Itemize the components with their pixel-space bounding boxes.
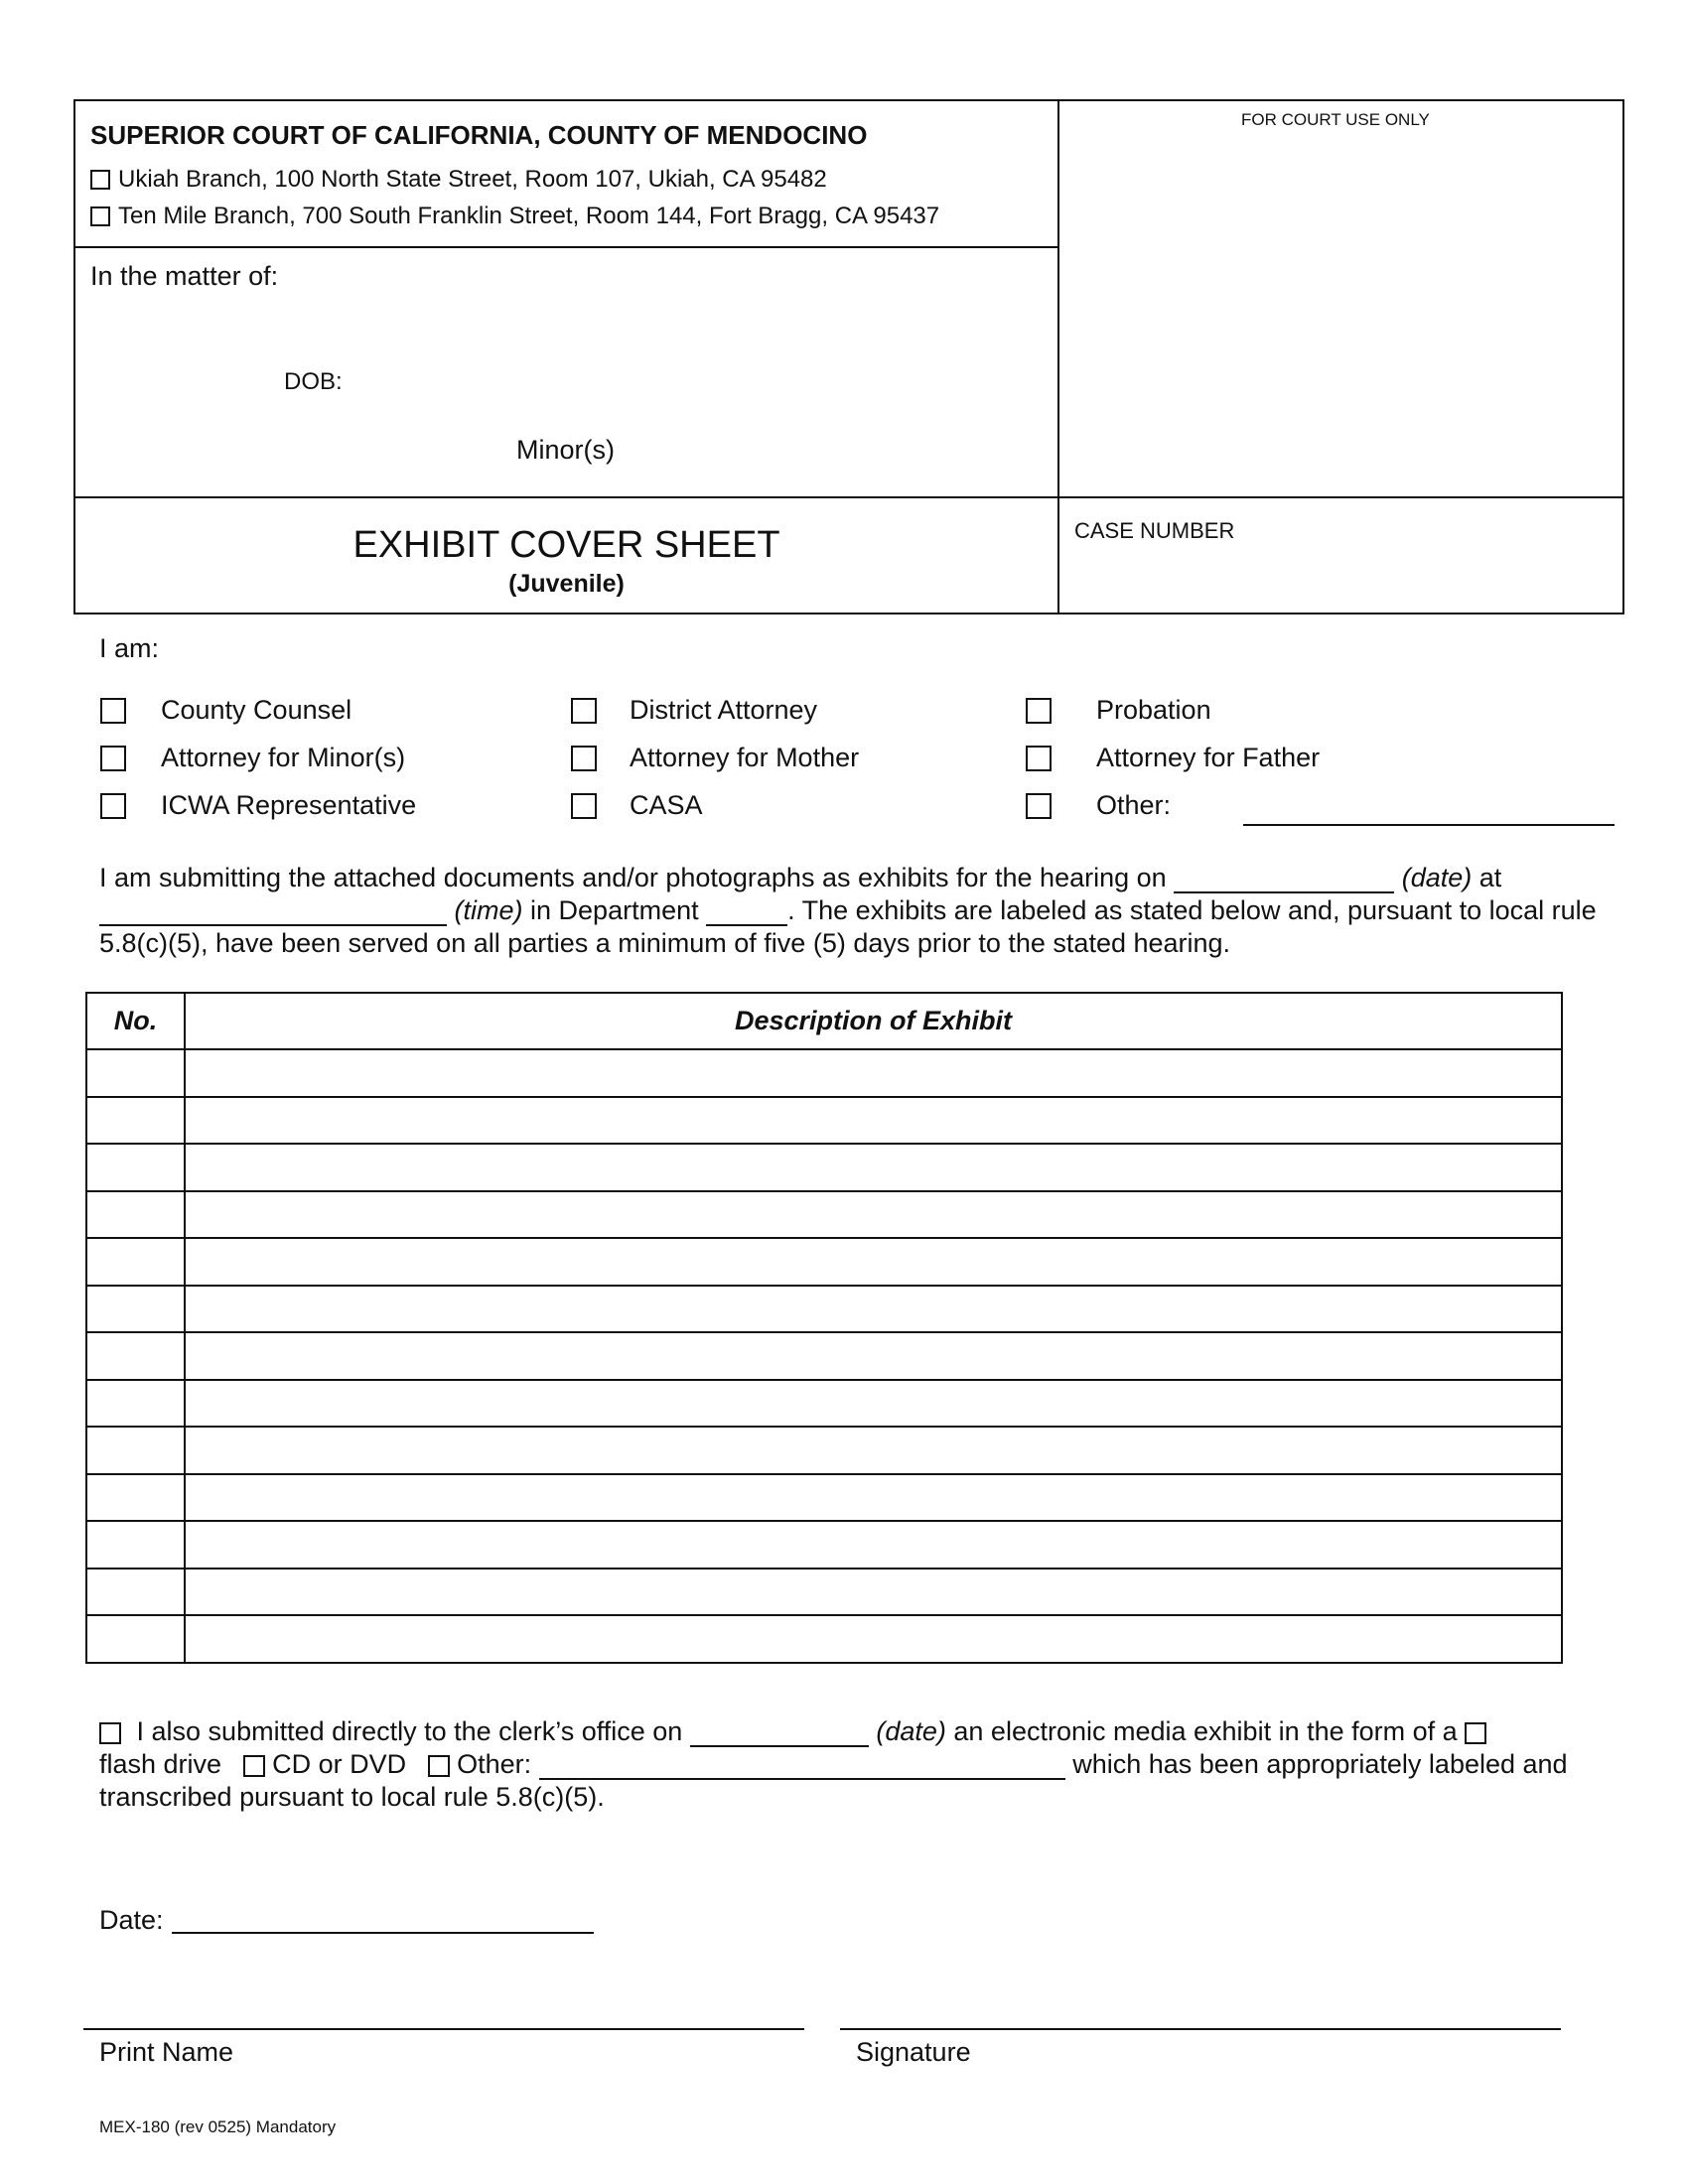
department-input[interactable] [706, 898, 787, 926]
court-matter-separator [73, 246, 1059, 248]
role-casa-checkbox[interactable] [571, 793, 597, 819]
role-icwa-checkbox[interactable] [100, 793, 126, 819]
form-title: EXHIBIT COVER SHEET [352, 524, 780, 566]
table-row [86, 1474, 1562, 1522]
role-district-attorney[interactable] [571, 695, 817, 726]
role-attorney-father-label: Attorney for Father [1096, 743, 1321, 772]
matter-label: In the matter of: [90, 261, 279, 291]
signature-label: Signature [856, 2037, 971, 2067]
role-probation-label: Probation [1096, 695, 1211, 725]
media-other-checkbox[interactable] [428, 1755, 450, 1777]
statement-part2: . The exhibits are labeled as stated below and, pursuant to local rule 5.8(c)(5), have been served on all parties a minimum of five (5) days prior to the stated hearing. [99, 895, 1597, 958]
exhibit-desc-input[interactable] [186, 1381, 1561, 1427]
hearing-time-input[interactable] [99, 898, 447, 926]
electronic-media-checkbox[interactable] [99, 1722, 121, 1744]
roles-intro: I am: [99, 633, 160, 663]
statement-part1: I am submitting the attached documents and/or photographs as exhibits for the hearing on [99, 863, 1167, 892]
exhibit-desc-input[interactable] [186, 1050, 1561, 1096]
table-row [86, 1144, 1562, 1191]
exhibit-no-input[interactable] [87, 1570, 184, 1615]
exhibit-no-input[interactable] [87, 1050, 184, 1096]
electronic-part2: an electronic media exhibit in the form of a [953, 1716, 1458, 1746]
role-attorney-minors[interactable] [100, 743, 405, 773]
flash-drive-checkbox[interactable] [1465, 1722, 1486, 1744]
branch-ukiah [90, 166, 827, 194]
branch-ten-mile [90, 203, 939, 230]
role-casa-label: CASA [630, 790, 703, 820]
exhibit-desc-input[interactable] [186, 1239, 1561, 1285]
table-row [86, 1521, 1562, 1569]
exhibit-desc-input[interactable] [186, 1570, 1561, 1615]
hearing-statement [99, 862, 1599, 960]
electronic-media-statement [99, 1715, 1599, 1814]
exhibit-desc-input[interactable] [186, 1475, 1561, 1521]
exhibit-desc-input[interactable] [186, 1333, 1561, 1379]
role-attorney-father-checkbox[interactable] [1026, 746, 1052, 771]
statement-time-word: (time) [454, 895, 523, 925]
hearing-date-input[interactable] [1174, 866, 1394, 893]
form-id: MEX-180 (rev 0525) Mandatory [99, 2117, 337, 2136]
statement-at-word: at [1478, 863, 1502, 892]
role-attorney-minors-label: Attorney for Minor(s) [161, 743, 406, 772]
role-icwa-label: ICWA Representative [161, 790, 417, 820]
exhibit-no-input[interactable] [87, 1287, 184, 1332]
role-other-checkbox[interactable] [1026, 793, 1052, 819]
branch-ukiah-label: Ukiah Branch, 100 North State Street, Room 107, Ukiah, CA 95482 [118, 166, 827, 193]
exhibit-no-input[interactable] [87, 1145, 184, 1190]
exhibit-no-input[interactable] [87, 1475, 184, 1521]
case-number-label: CASE NUMBER [1074, 518, 1235, 543]
exhibit-desc-input[interactable] [186, 1522, 1561, 1568]
signature-date-input[interactable] [172, 1906, 594, 1934]
exhibit-no-input[interactable] [87, 1381, 184, 1427]
role-probation-checkbox[interactable] [1026, 698, 1052, 724]
role-county-counsel[interactable] [100, 695, 352, 726]
exhibit-no-input[interactable] [87, 1616, 184, 1662]
role-attorney-mother-checkbox[interactable] [571, 746, 597, 771]
col-desc-header: Description of Exhibit [185, 993, 1562, 1049]
role-casa[interactable] [571, 790, 703, 821]
court-use-label: FOR COURT USE ONLY [1241, 110, 1430, 129]
signature-line[interactable] [840, 2028, 1561, 2030]
branch-ukiah-checkbox[interactable] [90, 170, 110, 190]
exhibit-desc-input[interactable] [186, 1616, 1561, 1662]
role-county-counsel-label: County Counsel [161, 695, 352, 725]
table-row [86, 1191, 1562, 1239]
exhibit-desc-input[interactable] [186, 1428, 1561, 1473]
statement-in-dept: in Department [530, 895, 699, 925]
role-district-attorney-checkbox[interactable] [571, 698, 597, 724]
exhibit-no-input[interactable] [87, 1333, 184, 1379]
exhibit-no-input[interactable] [87, 1192, 184, 1238]
table-row [86, 1238, 1562, 1286]
opt-cd-label: CD or DVD [272, 1749, 407, 1779]
electronic-date-word: (date) [876, 1716, 946, 1746]
table-row [86, 1049, 1562, 1097]
electronic-part3: which has been appropriately labeled and transcribed pursuant to local rule 5.8(c)(5). [99, 1749, 1568, 1812]
role-county-counsel-checkbox[interactable] [100, 698, 126, 724]
role-other[interactable] [1026, 790, 1171, 821]
table-row [86, 1286, 1562, 1333]
exhibit-desc-input[interactable] [186, 1098, 1561, 1144]
table-row [86, 1427, 1562, 1474]
table-row [86, 1097, 1562, 1145]
dob-label: DOB: [284, 368, 343, 395]
electronic-date-input[interactable] [690, 1719, 869, 1747]
role-attorney-mother[interactable] [571, 743, 859, 773]
exhibit-table-header [86, 993, 1562, 1049]
court-name: SUPERIOR COURT OF CALIFORNIA, COUNTY OF MENDOCINO [90, 120, 868, 150]
exhibit-desc-input[interactable] [186, 1145, 1561, 1190]
role-other-input[interactable] [1243, 798, 1615, 826]
opt-other-label: Other: [457, 1749, 532, 1779]
form-subtitle: (Juvenile) [508, 570, 625, 598]
minors-label: Minor(s) [516, 435, 615, 465]
role-attorney-mother-label: Attorney for Mother [630, 743, 860, 772]
exhibit-no-input[interactable] [87, 1239, 184, 1285]
opt-flash-label: flash drive [99, 1749, 222, 1779]
role-district-attorney-label: District Attorney [630, 695, 818, 725]
exhibit-table [85, 992, 1563, 1664]
exhibit-no-input[interactable] [87, 1098, 184, 1144]
role-attorney-minors-checkbox[interactable] [100, 746, 126, 771]
table-row [86, 1380, 1562, 1428]
cd-dvd-checkbox[interactable] [243, 1755, 265, 1777]
table-row [86, 1332, 1562, 1380]
exhibit-no-input[interactable] [87, 1522, 184, 1568]
exhibit-no-input[interactable] [87, 1428, 184, 1473]
exhibit-desc-input[interactable] [186, 1287, 1561, 1332]
role-probation[interactable] [1026, 695, 1211, 726]
print-name-label: Print Name [99, 2037, 234, 2067]
table-row [86, 1569, 1562, 1616]
branch-ten-mile-label: Ten Mile Branch, 700 South Franklin Street, Room 144, Fort Bragg, CA 95437 [118, 203, 940, 229]
col-no-header: No. [86, 993, 185, 1049]
print-name-line[interactable] [83, 2028, 804, 2030]
role-other-label: Other: [1096, 790, 1172, 820]
date-label: Date: [99, 1905, 164, 1935]
electronic-part1: I also submitted directly to the clerk’s office on [136, 1716, 683, 1746]
role-icwa[interactable] [100, 790, 416, 821]
statement-date-word: (date) [1401, 863, 1473, 892]
branch-ten-mile-checkbox[interactable] [90, 206, 110, 226]
role-attorney-father[interactable] [1026, 743, 1320, 773]
exhibit-desc-input[interactable] [186, 1192, 1561, 1238]
media-other-input[interactable] [539, 1752, 1065, 1780]
table-row [86, 1615, 1562, 1663]
title-separator [73, 496, 1624, 498]
